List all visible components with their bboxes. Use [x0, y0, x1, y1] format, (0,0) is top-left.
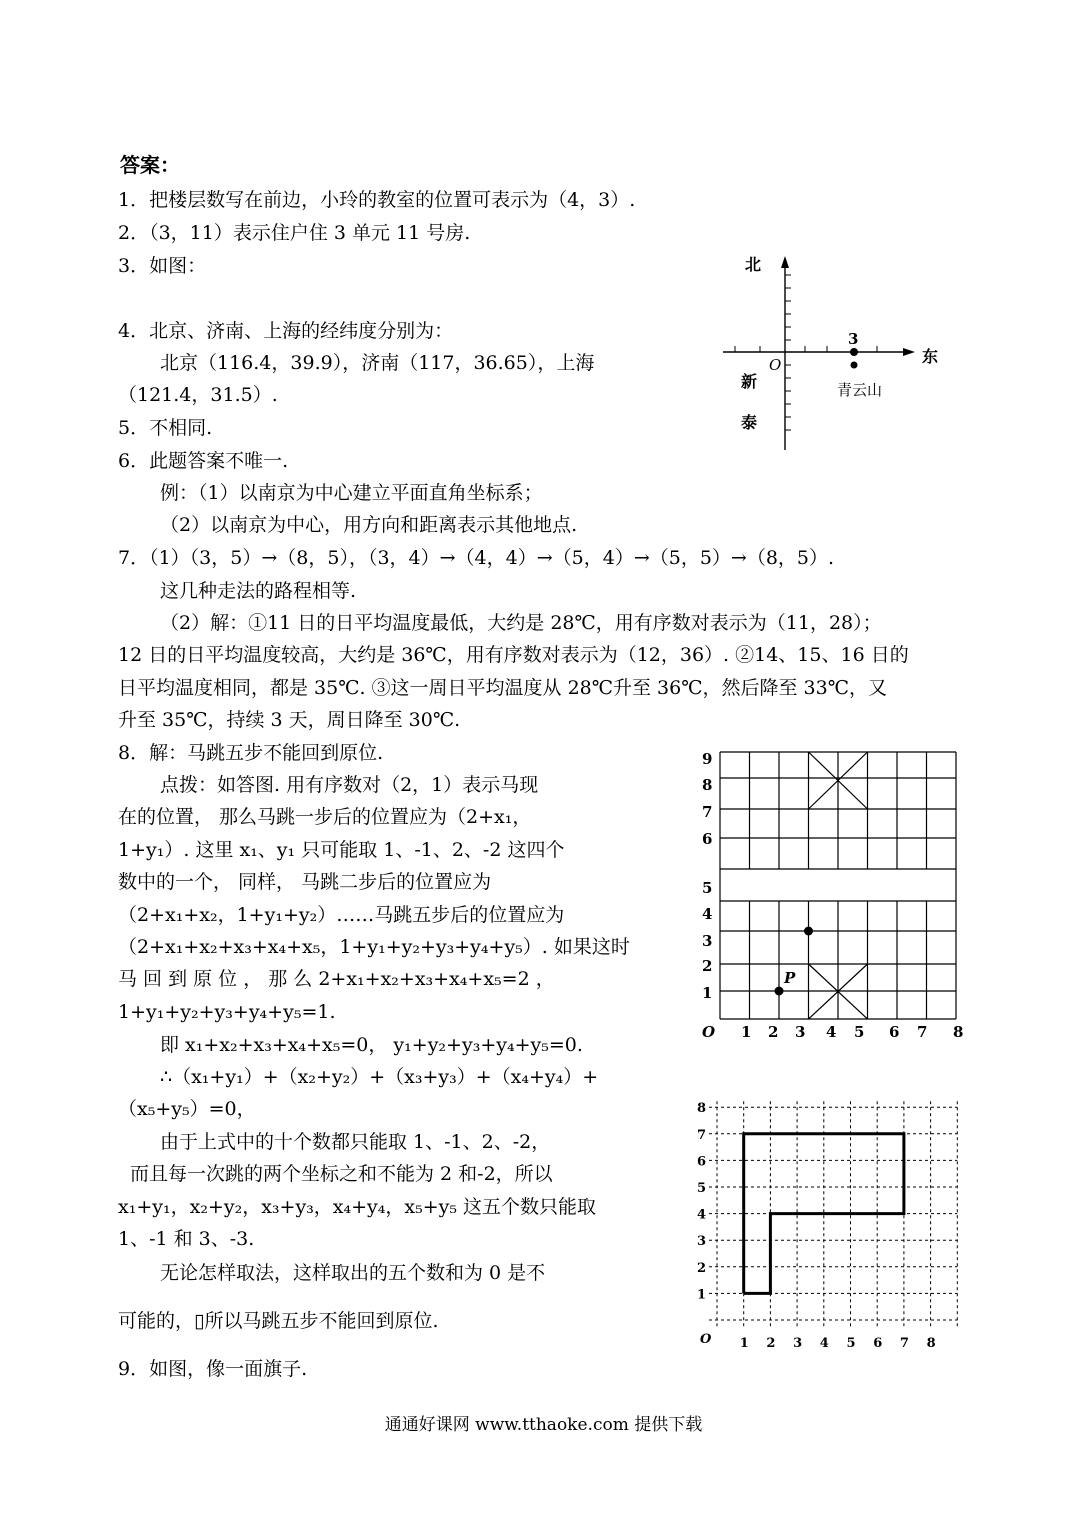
answer-8-line13: 由于上式中的十个数都只能取 1、-1、2、-2，: [160, 1131, 551, 1153]
y-axis-label: 7: [697, 1127, 707, 1143]
answer-8-line2: 点拨：如答图. 用有序数对（2，1）表示马现: [160, 774, 539, 796]
answer-8-line17: 无论怎样取法，这样取出的五个数和为 0 是不: [160, 1262, 546, 1284]
x-axis-label: 7: [899, 1336, 909, 1351]
answer-8-line11: ∴（x₁+y₁）+（x₂+y₂）+（x₃+y₃）+（x₄+y₄）+: [160, 1066, 599, 1088]
y-axis-label: 1: [697, 1287, 707, 1303]
x-axis-label: 8: [926, 1336, 936, 1351]
answer-7-line5: 日平均温度相同，都是 35℃. ③这一周日平均温度从 28℃升至 36℃，然后降至 33℃，又: [118, 677, 887, 699]
answer-5: 5．不相同.: [118, 417, 213, 439]
x-axis-label: 6: [873, 1336, 883, 1351]
x-axis-label: 1: [741, 1023, 752, 1041]
x-axis-label: 5: [854, 1023, 865, 1041]
x-axis-label: 4: [826, 1023, 837, 1041]
knight-point: [804, 927, 813, 936]
north-label: 北: [745, 255, 762, 274]
x-axis-label: 7: [917, 1023, 928, 1041]
y-axis-label: 8: [702, 776, 713, 794]
answer-7-line4: 12 日的日平均温度较高，大约是 36℃，用有序数对表示为（12，36）. ②14、15、16 日的: [118, 644, 909, 666]
y-axis-label: 6: [697, 1154, 707, 1170]
point-p-label: P: [784, 969, 796, 987]
figure-9-flag-grid: [695, 1101, 970, 1370]
y-axis-label: 3: [702, 932, 713, 950]
y-axis-label: 5: [702, 879, 713, 897]
answer-6: 6．此题答案不唯一.: [118, 450, 289, 472]
x-axis-label: 3: [795, 1023, 806, 1041]
answer-3: 3．如图：: [118, 255, 207, 277]
origin-label: O: [702, 1023, 716, 1041]
y-axis-label: 4: [702, 905, 713, 923]
answer-4-line2: 北京（116.4，39.9），济南（117，36.65），上海: [160, 352, 595, 374]
y-axis-label: 5: [697, 1181, 707, 1196]
answer-8-line8: 马 回 到 原 位 ， 那 么 2+x₁+x₂+x₃+x₄+x₅=2 ，: [118, 968, 555, 990]
x-axis-label: 8: [953, 1023, 964, 1041]
answer-8-line10: 即 x₁+x₂+x₃+x₄+x₅=0， y₁+y₂+y₃+y₄+y₅=0.: [160, 1034, 583, 1056]
answer-8-line9: 1+y₁+y₂+y₃+y₄+y₅=1.: [118, 1001, 336, 1023]
answer-8-line16: 1、-1 和 3、-3.: [118, 1228, 255, 1250]
answer-8-line12: （x₅+y₅）=0，: [118, 1098, 256, 1120]
answer-7-line2: 这几种走法的路程相等.: [160, 580, 357, 602]
x-axis-label: 1: [739, 1336, 749, 1351]
figure-3-coordinate-sketch: [715, 250, 955, 455]
answer-8-line3: 在的位置， 那么马跳一步后的位置应为（2+x₁，: [118, 806, 532, 828]
distance-mark: 3: [848, 330, 859, 348]
y-axis-label: 8: [697, 1101, 707, 1117]
y-axis-label: 1: [702, 984, 713, 1002]
origin-label: O: [769, 356, 782, 374]
answer-7-line3: （2）解：①11 日的日平均温度最低，大约是 28℃，用有序数对表示为（11，28）；: [160, 612, 882, 634]
answer-6-line2: 例：（1）以南京为中心建立平面直角坐标系；: [160, 482, 543, 504]
x-axis-label: 5: [846, 1336, 856, 1351]
answer-7: 7．（1）（3，5）→（8，5），（3，4）→（4，4）→（5，4）→（5，5）→（8，5）.: [118, 547, 835, 569]
y-axis-label: 4: [697, 1207, 707, 1223]
answer-8-line15: x₁+y₁，x₂+y₂，x₃+y₃，x₄+y₄，x₅+y₅ 这五个数只能取: [118, 1196, 597, 1218]
answer-8-line4: 1+y₁）. 这里 x₁、y₁ 只可能取 1、-1、2、-2 这四个: [118, 839, 565, 861]
answer-6-line3: （2）以南京为中心，用方向和距离表示其他地点.: [160, 514, 578, 536]
x-axis-label: 4: [819, 1336, 829, 1351]
y-axis-label: 3: [697, 1234, 707, 1250]
answer-8-line5: 数中的一个， 同样， 马跳二步后的位置应为: [118, 871, 492, 893]
figure-8-chessboard: [695, 745, 970, 1045]
tai-label: 泰: [741, 413, 758, 432]
y-axis-label: 2: [697, 1260, 707, 1276]
y-axis-label: 2: [702, 957, 713, 975]
xin-label: 新: [741, 372, 758, 391]
answer-8-line14: 而且每一次跳的两个坐标之和不能为 2 和-2，所以: [130, 1163, 553, 1185]
horse-point-p: [775, 987, 784, 996]
origin-label: O: [700, 1332, 712, 1347]
y-axis-label: 6: [702, 830, 713, 848]
answer-8-line7: （2+x₁+x₂+x₃+x₄+x₅，1+y₁+y₂+y₃+y₄+y₅）. 如果这时: [118, 936, 630, 958]
x-axis-label: 3: [793, 1336, 803, 1351]
y-axis-label: 7: [702, 803, 713, 821]
x-axis-label: 2: [768, 1023, 779, 1041]
page-footer: 通通好课网 www.tthaoke.com 提供下载: [384, 1415, 703, 1435]
x-axis-label: 6: [889, 1023, 900, 1041]
east-label: 东: [922, 347, 939, 366]
answer-1: 1．把楼层数写在前边，小玲的教室的位置可表示为（4，3）.: [118, 189, 636, 211]
answer-4-line3: （121.4，31.5）.: [118, 384, 278, 406]
qingyunshan-label: 青云山: [837, 381, 883, 399]
x-axis-label: 2: [766, 1336, 776, 1351]
answer-7-line6: 升至 35℃，持续 3 天，周日降至 30℃.: [118, 709, 461, 731]
answer-9: 9．如图，像一面旗子.: [118, 1358, 308, 1380]
answer-2: 2．（3，11）表示住户住 3 单元 11 号房.: [118, 222, 471, 244]
answer-8-line18: 可能的，▯所以马跳五步不能回到原位.: [118, 1310, 439, 1332]
answer-4: 4．北京、济南、上海的经纬度分别为：: [118, 320, 454, 342]
answer-8: 8．解：马跳五步不能回到原位.: [118, 742, 384, 764]
answer-8-line6: （2+x₁+x₂，1+y₁+y₂）……马跳五步后的位置应为: [118, 904, 565, 926]
y-axis-label: 9: [702, 750, 713, 768]
answers-heading: 答案：: [120, 153, 180, 177]
